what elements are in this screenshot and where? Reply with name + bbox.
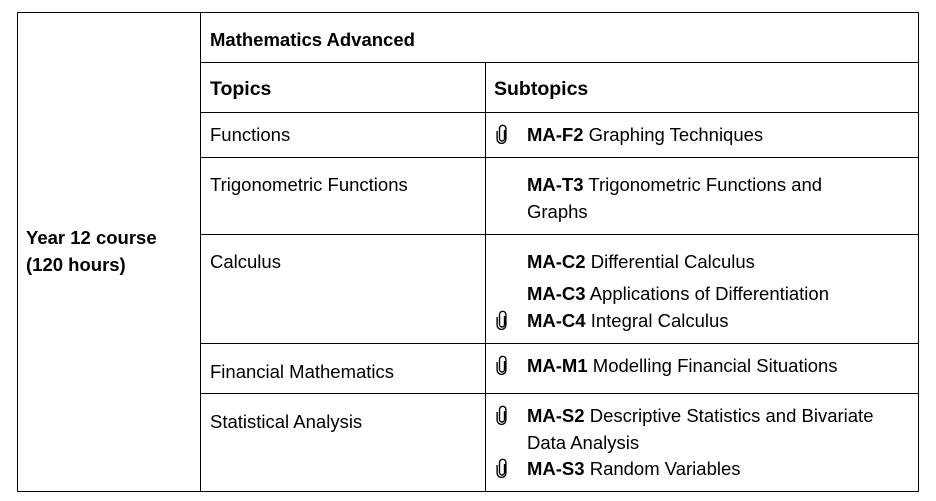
subtopic-name-continued: Graphs [527, 201, 588, 222]
topic-calculus: Calculus [210, 251, 281, 272]
paperclip-icon[interactable] [496, 355, 508, 375]
topic-statistical-analysis: Statistical Analysis [210, 411, 363, 432]
divider-row-2 [200, 234, 919, 235]
topics-header: Topics [210, 78, 272, 100]
subtopic-name: Integral Calculus [590, 310, 729, 331]
subtopic-code: MA-S2 [527, 405, 585, 426]
topic-trigonometric-functions: Trigonometric Functions [210, 174, 408, 195]
subtopic-code: MA-C2 [527, 251, 586, 272]
paperclip-icon[interactable] [496, 310, 508, 330]
divider-year-column [200, 12, 201, 492]
subtopic-code: MA-C4 [527, 310, 586, 331]
subtopic-code: MA-F2 [527, 124, 584, 145]
divider-row-4 [200, 393, 919, 394]
subtopic-name: Differential Calculus [590, 251, 755, 272]
subtopic-code: MA-C3 [527, 283, 586, 304]
subtopic-code: MA-T3 [527, 174, 584, 195]
divider-row-3 [200, 343, 919, 344]
subtopic-ma-t3 [527, 171, 822, 198]
paperclip-icon[interactable] [496, 124, 508, 144]
subtopic-ma-c4 [527, 307, 729, 334]
subtopic-name: Graphing Techniques [588, 124, 764, 145]
subtopic-name: Random Variables [589, 458, 741, 479]
divider-title [200, 62, 919, 63]
year-course-label: Year 12 course [26, 227, 157, 248]
divider-header [200, 112, 919, 113]
year-hours-label: (120 hours) [26, 254, 126, 275]
paperclip-icon[interactable] [496, 405, 508, 425]
subtopic-name: Descriptive Statistics and Bivariate [589, 405, 874, 426]
subtopic-ma-c2 [527, 248, 755, 275]
subtopic-ma-s3 [527, 455, 741, 482]
subtopic-code: MA-S3 [527, 458, 585, 479]
topic-financial-mathematics: Financial Mathematics [210, 361, 395, 382]
subtopic-ma-m1 [527, 352, 838, 379]
subtopic-code: MA-M1 [527, 355, 588, 376]
subtopic-ma-s2 [527, 402, 873, 429]
subtopics-header: Subtopics [494, 78, 589, 100]
course-title: Mathematics Advanced [210, 29, 415, 50]
topic-functions: Functions [210, 124, 291, 145]
subtopic-name: Applications of Differentiation [589, 283, 829, 304]
divider-row-1 [200, 157, 919, 158]
subtopic-name: Trigonometric Functions and [588, 174, 823, 195]
subtopic-ma-c3 [527, 280, 829, 307]
paperclip-icon[interactable] [496, 458, 508, 478]
divider-topics-subtopics [485, 62, 486, 492]
subtopic-name: Modelling Financial Situations [592, 355, 838, 376]
subtopic-name-continued: Data Analysis [527, 432, 640, 453]
subtopic-ma-f2 [527, 121, 763, 148]
